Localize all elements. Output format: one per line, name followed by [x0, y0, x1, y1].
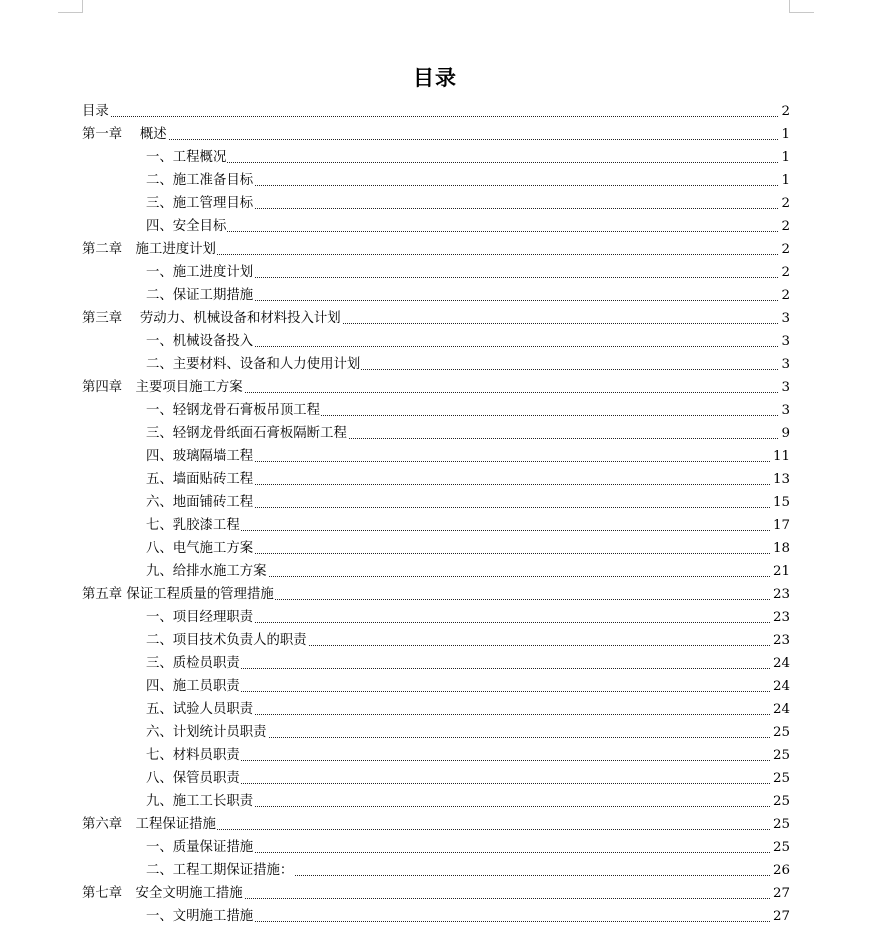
toc-chapter-entry[interactable]: [82, 239, 790, 262]
toc-page-number: 25: [772, 794, 790, 809]
toc-entry-title: 四、施工员职责: [146, 679, 240, 694]
toc-section-entry[interactable]: [82, 676, 790, 699]
toc-page-number: 15: [772, 495, 790, 510]
toc-page-number: 24: [772, 656, 790, 671]
toc-entry-title: 一、工程概况: [146, 150, 227, 165]
toc-section-entry[interactable]: [82, 469, 790, 492]
toc-dot-leader: [146, 691, 790, 692]
toc-section-entry[interactable]: [82, 285, 790, 308]
toc-section-entry[interactable]: [82, 331, 790, 354]
toc-entry-title: 八、电气施工方案: [146, 541, 254, 556]
toc-page-number: 2: [781, 242, 790, 257]
toc-entry-title: 一、质量保证措施: [146, 840, 254, 855]
toc-page-number: 2: [781, 219, 790, 234]
toc-section-entry[interactable]: [82, 791, 790, 814]
toc-page-number: 18: [772, 541, 790, 556]
toc-dot-leader: [146, 162, 790, 163]
toc-entry-title: 第二章 施工进度计划: [82, 242, 216, 257]
toc-page-number: 25: [772, 817, 790, 832]
toc-section-entry[interactable]: [82, 653, 790, 676]
toc-entry-title: 三、轻钢龙骨纸面石膏板隔断工程: [146, 426, 347, 441]
toc-entry-title: 三、质检员职责: [146, 656, 240, 671]
toc-entry-title: 五、墙面贴砖工程: [146, 472, 254, 487]
toc-section-entry[interactable]: [82, 216, 790, 239]
toc-entry-title: 二、工程工期保证措施：: [146, 863, 294, 878]
toc-page-number: 2: [781, 265, 790, 280]
toc-dot-leader: [82, 139, 790, 140]
toc-entry-title: 二、项目技术负责人的职责: [146, 633, 307, 648]
toc-section-entry[interactable]: [82, 538, 790, 561]
page-corner-mark-left: [58, 0, 83, 13]
toc-entry-title: 一、机械设备投入: [146, 334, 254, 349]
toc-page-number: 11: [772, 449, 790, 464]
toc-dot-leader: [146, 231, 790, 232]
toc-section-entry[interactable]: [82, 768, 790, 791]
toc-page-number: 23: [772, 610, 790, 625]
toc-page-number: 9: [781, 426, 790, 441]
toc-chapter-entry[interactable]: [82, 124, 790, 147]
toc-section-entry[interactable]: [82, 147, 790, 170]
toc-dot-leader: [146, 760, 790, 761]
toc-page-number: 2: [781, 288, 790, 303]
toc-page-number: 23: [772, 633, 790, 648]
toc-section-entry[interactable]: [82, 354, 790, 377]
toc-entry-title: 第三章 劳动力、机械设备和材料投入计划: [82, 311, 341, 326]
toc-section-entry[interactable]: [82, 515, 790, 538]
toc-entry-title: 第四章 主要项目施工方案: [82, 380, 243, 395]
toc-entry-title: 一、施工进度计划: [146, 265, 254, 280]
toc-entry-title: 一、文明施工措施: [146, 909, 254, 924]
toc-page-number: 24: [772, 679, 790, 694]
toc-entry-title: 五、试验人员职责: [146, 702, 254, 717]
toc-chapter-entry[interactable]: [82, 814, 790, 837]
toc-entry-title: 九、施工工长职责: [146, 794, 254, 809]
toc-page-number: 25: [772, 748, 790, 763]
toc-page-number: 1: [781, 150, 790, 165]
toc-page-number: 3: [781, 403, 790, 418]
toc-page-number: 3: [781, 334, 790, 349]
toc-section-entry[interactable]: [82, 561, 790, 584]
toc-dot-leader: [146, 530, 790, 531]
toc-entry-title: 二、保证工期措施: [146, 288, 254, 303]
toc-section-entry[interactable]: [82, 193, 790, 216]
toc-entry-title: 目录: [82, 104, 109, 119]
toc-entry-title: 九、给排水施工方案: [146, 564, 267, 579]
toc-chapter-entry[interactable]: [82, 308, 790, 331]
toc-page-number: 13: [772, 472, 790, 487]
toc-chapter-entry[interactable]: [82, 377, 790, 400]
toc-page-number: 24: [772, 702, 790, 717]
toc-section-entry[interactable]: [82, 630, 790, 653]
toc-page-number: 27: [772, 909, 790, 924]
toc-entry-title: 六、地面铺砖工程: [146, 495, 254, 510]
toc-entry-title: 二、施工准备目标: [146, 173, 254, 188]
toc-page-number: 21: [772, 564, 790, 579]
toc-section-entry[interactable]: [82, 745, 790, 768]
toc-entry-title: 七、材料员职责: [146, 748, 240, 763]
toc-entry-title: 四、玻璃隔墙工程: [146, 449, 254, 464]
toc-page-number: 1: [781, 173, 790, 188]
toc-section-entry[interactable]: [82, 722, 790, 745]
toc-page-number: 2: [781, 196, 790, 211]
toc-entry-title: 第六章 工程保证措施: [82, 817, 216, 832]
toc-section-entry[interactable]: [82, 423, 790, 446]
toc-entry-title: 七、乳胶漆工程: [146, 518, 240, 533]
toc-section-entry[interactable]: [82, 837, 790, 860]
toc-page-number: 3: [781, 357, 790, 372]
toc-section-entry[interactable]: [82, 400, 790, 423]
toc-entry-title: 三、施工管理目标: [146, 196, 254, 211]
toc-section-entry[interactable]: [82, 860, 790, 883]
toc-page-number: 25: [772, 771, 790, 786]
toc-page-number: 17: [772, 518, 790, 533]
toc-page-number: 3: [781, 380, 790, 395]
toc-section-entry[interactable]: [82, 446, 790, 469]
toc-page-number: 1: [781, 127, 790, 142]
toc-dot-leader: [146, 668, 790, 669]
page-corner-mark-right: [789, 0, 814, 13]
toc-entry-title: 一、轻钢龙骨石膏板吊顶工程: [146, 403, 321, 418]
toc-page-number: 25: [772, 840, 790, 855]
page-title: 目录: [413, 65, 457, 90]
toc-entry-title: 六、计划统计员职责: [146, 725, 267, 740]
toc-entry-title: 四、安全目标: [146, 219, 227, 234]
toc-section-entry[interactable]: [82, 699, 790, 722]
toc-entry-title: 第七章 安全文明施工措施: [82, 886, 243, 901]
toc-page-number: 2: [781, 104, 790, 119]
toc-page-number: 3: [781, 311, 790, 326]
toc-chapter-entry[interactable]: [82, 584, 790, 607]
toc-page-number: 26: [772, 863, 790, 878]
toc-section-entry[interactable]: [82, 607, 790, 630]
toc-section-entry[interactable]: [82, 906, 790, 929]
toc-entry-title: 第五章 保证工程质量的管理措施: [82, 587, 274, 602]
table-of-contents: [82, 101, 790, 929]
toc-entry-title: 一、项目经理职责: [146, 610, 254, 625]
toc-entry-title: 第一章 概述: [82, 127, 167, 142]
toc-page-number: 25: [772, 725, 790, 740]
toc-section-entry[interactable]: [82, 170, 790, 193]
toc-section-entry[interactable]: [82, 262, 790, 285]
toc-dot-leader: [146, 783, 790, 784]
toc-page-number: 23: [772, 587, 790, 602]
toc-chapter-entry[interactable]: [82, 883, 790, 906]
toc-chapter-entry[interactable]: [82, 101, 790, 124]
toc-section-entry[interactable]: [82, 492, 790, 515]
toc-page-number: 27: [772, 886, 790, 901]
toc-dot-leader: [82, 116, 790, 117]
toc-entry-title: 二、主要材料、设备和人力使用计划: [146, 357, 361, 372]
toc-entry-title: 八、保管员职责: [146, 771, 240, 786]
